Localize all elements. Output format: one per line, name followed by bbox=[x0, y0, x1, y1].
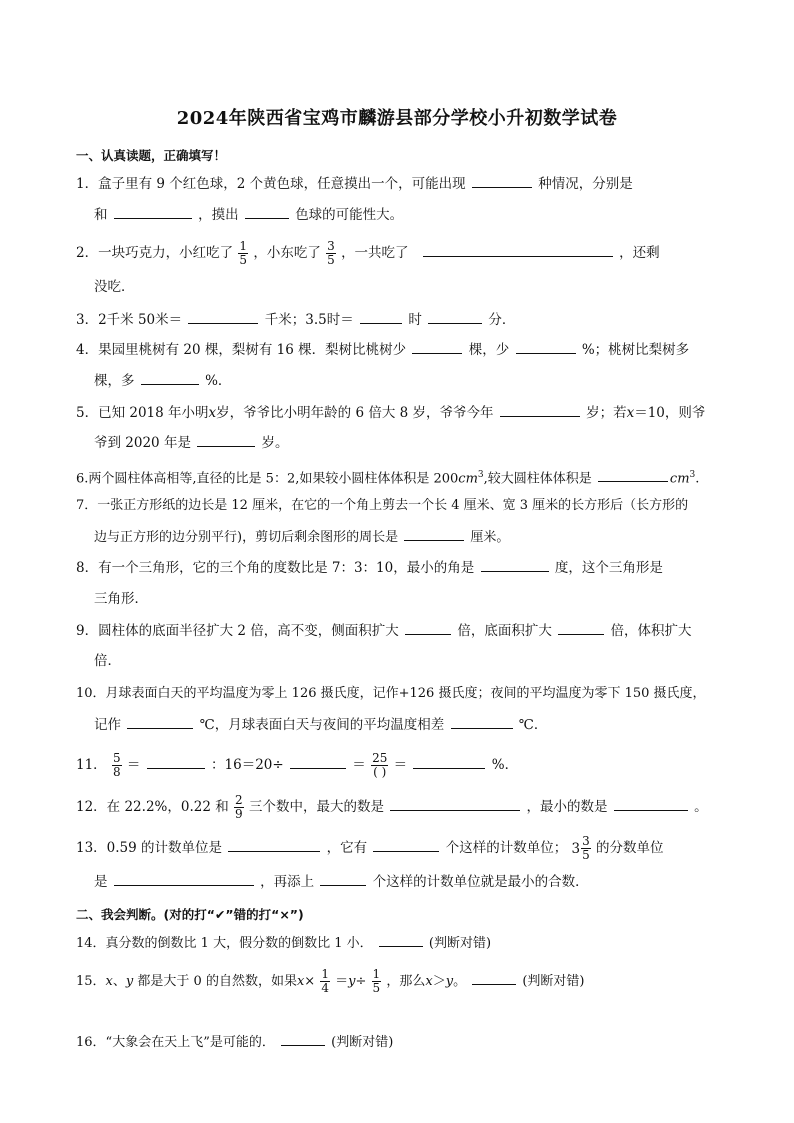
q3-text: 分． bbox=[488, 312, 516, 328]
question-8 bbox=[76, 559, 726, 577]
answer-blank[interactable] bbox=[320, 873, 366, 886]
variable-x: x bbox=[208, 405, 217, 421]
answer-blank[interactable] bbox=[379, 934, 423, 947]
q2-text: ，一共吃了 bbox=[341, 245, 409, 261]
q13-text: ，再添上 bbox=[260, 874, 315, 890]
answer-blank[interactable] bbox=[147, 756, 205, 769]
question-7 bbox=[76, 497, 726, 515]
question-5 bbox=[76, 404, 726, 422]
question-9 bbox=[76, 622, 726, 640]
q15-text: × bbox=[304, 974, 316, 989]
answer-blank[interactable] bbox=[197, 434, 255, 447]
q2-text: ，还剩 bbox=[619, 245, 660, 261]
fraction: $\frac{1}{5}$ bbox=[239, 239, 248, 267]
q1-text: 和 bbox=[94, 207, 108, 223]
answer-blank[interactable] bbox=[228, 839, 320, 852]
q6-text: 6.两个圆柱体高相等,直径的比是 5：2,如果较小圆柱体体积是 200 bbox=[76, 471, 459, 487]
answer-blank[interactable] bbox=[114, 206, 192, 219]
page-title: 2024年陕西省宝鸡市麟游县部分学校小升初数学试卷 bbox=[176, 108, 618, 129]
question-15 bbox=[76, 968, 726, 995]
q2-text: 没吃． bbox=[94, 279, 135, 295]
q5-text: 爷到 2020 年是 bbox=[94, 435, 191, 451]
answer-blank[interactable] bbox=[188, 311, 258, 324]
answer-blank[interactable] bbox=[516, 341, 576, 354]
question-12 bbox=[76, 794, 726, 821]
section-heading-judge: 二、我会判断。(对的打“✔”错的打“×”) bbox=[76, 907, 304, 922]
fraction: $\frac{2}{9}$ bbox=[235, 793, 243, 821]
answer-blank[interactable] bbox=[141, 372, 199, 385]
q4-text: %． bbox=[205, 373, 232, 389]
q1-text: 1．盒子里有 9 个红色球，2 个黄色球，任意摸出一个，可能出现 bbox=[76, 176, 466, 192]
answer-blank[interactable] bbox=[423, 244, 613, 257]
q11-text: ＝ bbox=[126, 757, 141, 773]
q15-text: ＝ bbox=[335, 974, 349, 989]
question-9-cont bbox=[94, 652, 744, 670]
q11-text: %． bbox=[491, 757, 519, 773]
q9-text: 倍，体积扩大 bbox=[610, 623, 692, 639]
answer-blank[interactable] bbox=[404, 528, 464, 541]
q11-text: 11． bbox=[76, 757, 107, 773]
question-1-cont bbox=[94, 206, 744, 224]
q12-text: 12．在 22.2%，0.22 和 bbox=[76, 799, 229, 815]
answer-blank[interactable] bbox=[373, 839, 439, 852]
answer-blank[interactable] bbox=[412, 341, 462, 354]
q13-text: 个这样的计数单位就是最小的合数． bbox=[372, 874, 589, 890]
answer-blank[interactable] bbox=[472, 175, 532, 188]
question-11 bbox=[76, 752, 726, 779]
answer-blank[interactable] bbox=[281, 1033, 325, 1046]
q4-text: %；桃树比梨树多 bbox=[581, 342, 690, 358]
answer-blank[interactable] bbox=[558, 622, 604, 635]
q4-text: 棵，少 bbox=[468, 342, 510, 358]
q15-text: ＞ bbox=[432, 974, 446, 989]
q11-text: ：16＝20÷ bbox=[211, 757, 284, 773]
q7-text: 7．一张正方形纸的边长是 12 厘米，在它的一个角上剪去一个长 4 厘米、宽 3 厘米的长方形后（长方形的 bbox=[76, 498, 689, 513]
q1-text: 种情况，分别是 bbox=[538, 176, 633, 192]
answer-blank[interactable] bbox=[290, 756, 346, 769]
fraction: $\frac{1}{4}$ bbox=[321, 967, 329, 995]
fraction: $\frac{3}{5}$ bbox=[327, 239, 335, 267]
q12-text: 。 bbox=[694, 799, 708, 815]
question-4 bbox=[76, 341, 726, 359]
q8-text: 度，这个三角形是 bbox=[554, 560, 663, 576]
q2-text: 2．一块巧克力，小红吃了 bbox=[76, 245, 234, 261]
answer-blank[interactable] bbox=[405, 622, 451, 635]
q13-text: 13．0.59 的计数单位是 bbox=[76, 840, 223, 856]
q5-text: 岁。 bbox=[261, 435, 289, 451]
q6-text: ,较大圆柱体体积是 bbox=[483, 471, 592, 487]
q7-text: 边与正方形的边分别平行)，剪切后剩余图形的周长是 bbox=[94, 530, 399, 545]
q2-text: ，小东吃了 bbox=[253, 245, 321, 261]
question-2 bbox=[76, 240, 726, 267]
answer-blank[interactable] bbox=[360, 311, 402, 324]
q9-text: 9．圆柱体的底面半径扩大 2 倍，高不变，侧面积扩大 bbox=[76, 623, 399, 639]
variable-x: x bbox=[626, 405, 635, 421]
fraction: $\frac{1}{5}$ bbox=[372, 967, 381, 995]
answer-blank[interactable] bbox=[481, 559, 549, 572]
unit-power: 3 bbox=[689, 470, 696, 480]
variable-x: x bbox=[296, 974, 305, 989]
unit: cm bbox=[458, 471, 478, 487]
q5-text: ＝10，则爷 bbox=[634, 405, 706, 421]
q13-text: 个这样的计数单位； bbox=[445, 840, 568, 856]
question-8-cont bbox=[94, 590, 744, 608]
q16-text: 16．“大象会在天上飞”是可能的． bbox=[76, 1035, 275, 1050]
answer-blank[interactable] bbox=[500, 404, 580, 417]
judge-label: (判断对错) bbox=[522, 974, 585, 989]
variable-x: x bbox=[425, 974, 433, 989]
question-13-cont bbox=[94, 873, 744, 891]
section-heading-fill: 一、认真读题，正确填写！ bbox=[76, 148, 227, 163]
question-2-cont bbox=[94, 278, 744, 296]
q3-text: 千米；3.5时＝ bbox=[264, 312, 354, 328]
answer-blank[interactable] bbox=[413, 756, 485, 769]
q15-text: ÷ bbox=[355, 974, 367, 989]
unit-power: 3 bbox=[477, 470, 484, 480]
q3-text: 3．2千米 50米＝ bbox=[76, 312, 183, 328]
question-13 bbox=[76, 835, 726, 862]
q4-text: 棵，多 bbox=[94, 373, 135, 389]
question-1 bbox=[76, 175, 726, 193]
variable-y: y bbox=[125, 974, 134, 989]
answer-blank[interactable] bbox=[114, 873, 254, 886]
question-16 bbox=[76, 1033, 726, 1052]
q4-text: 4．果园里桃树有 20 棵，梨树有 16 棵．梨树比桃树少 bbox=[76, 342, 407, 358]
judge-label: (判断对错) bbox=[331, 1035, 394, 1050]
question-14 bbox=[76, 934, 726, 953]
answer-blank[interactable] bbox=[127, 716, 193, 729]
q5-text: 岁，爷爷比小明年龄的 6 倍大 8 岁，爷爷今年 bbox=[216, 405, 494, 421]
q5-text: 岁；若 bbox=[586, 405, 627, 421]
unit: cm bbox=[669, 471, 690, 487]
q3-text: 时 bbox=[408, 312, 422, 328]
q10-text: ℃，月球表面白天与夜间的平均温度相差 bbox=[199, 717, 445, 733]
q11-text: ＝ bbox=[393, 757, 408, 773]
question-5-cont bbox=[94, 434, 744, 452]
answer-blank[interactable] bbox=[472, 972, 516, 985]
variable-y: y bbox=[348, 974, 356, 989]
q10-text: ℃． bbox=[518, 717, 548, 733]
question-10-cont bbox=[94, 716, 744, 734]
q15-text: 15． bbox=[76, 974, 106, 989]
q10-text: 10．月球表面白天的平均温度为零上 126 摄氏度，记作+126 摄氏度；夜间的平均温度为零下 150 摄氏度， bbox=[76, 686, 706, 701]
q1-text: 色球的可能性大。 bbox=[295, 207, 404, 223]
q12-text: 三个数中，最大的数是 bbox=[248, 799, 384, 815]
q1-text: ，摸出 bbox=[198, 207, 239, 223]
q9-text: 倍． bbox=[94, 653, 121, 669]
variable-y: y bbox=[445, 974, 454, 989]
q11-text: ＝ bbox=[352, 757, 366, 773]
fraction: $\frac{5}{8}$ bbox=[112, 751, 121, 779]
q5-text: 5．已知 2018 年小明 bbox=[76, 405, 209, 421]
question-6: 6.两个圆柱体高相等,直径的比是 5：2,如果较小圆柱体体积是 $200cm^3$,较大圆柱体体积是 $cm^3$. bbox=[76, 470, 700, 487]
fraction: $\frac{25}{( )}$ bbox=[372, 751, 388, 779]
question-3 bbox=[76, 311, 726, 329]
question-7-cont bbox=[94, 528, 744, 547]
question-10 bbox=[76, 685, 726, 703]
answer-blank[interactable] bbox=[614, 798, 688, 811]
q15-text: 、 bbox=[112, 974, 126, 989]
question-4-cont bbox=[94, 372, 744, 390]
q13-text: ，它有 bbox=[326, 840, 368, 856]
q8-text: 三角形． bbox=[94, 591, 148, 607]
answer-blank[interactable] bbox=[428, 311, 482, 324]
answer-blank[interactable] bbox=[598, 469, 668, 482]
q9-text: 倍，底面积扩大 bbox=[457, 623, 552, 639]
answer-blank[interactable] bbox=[390, 798, 520, 811]
q10-text: 记作 bbox=[94, 717, 121, 733]
q13-text: 的分数单位 bbox=[596, 840, 664, 856]
answer-blank[interactable] bbox=[245, 206, 289, 219]
q14-text: 14．真分数的倒数比 1 大，假分数的倒数比 1 小． bbox=[76, 936, 373, 951]
judge-label: (判断对错) bbox=[428, 936, 492, 951]
mixed-number: 3 $\frac{3}{5}$ bbox=[571, 834, 590, 862]
answer-blank[interactable] bbox=[451, 716, 513, 729]
q8-text: 8．有一个三角形，它的三个角的度数比是 7：3：10，最小的角是 bbox=[76, 560, 475, 576]
q15-text: ，那么 bbox=[386, 974, 426, 989]
q12-text: ，最小的数是 bbox=[526, 799, 608, 815]
q15-text: 都是大于 0 的自然数，如果 bbox=[137, 974, 297, 989]
q7-text: 厘米。 bbox=[470, 530, 510, 545]
q15-text: 。 bbox=[453, 974, 467, 989]
variable-x: x bbox=[105, 974, 113, 989]
q13-text: 是 bbox=[94, 874, 108, 890]
